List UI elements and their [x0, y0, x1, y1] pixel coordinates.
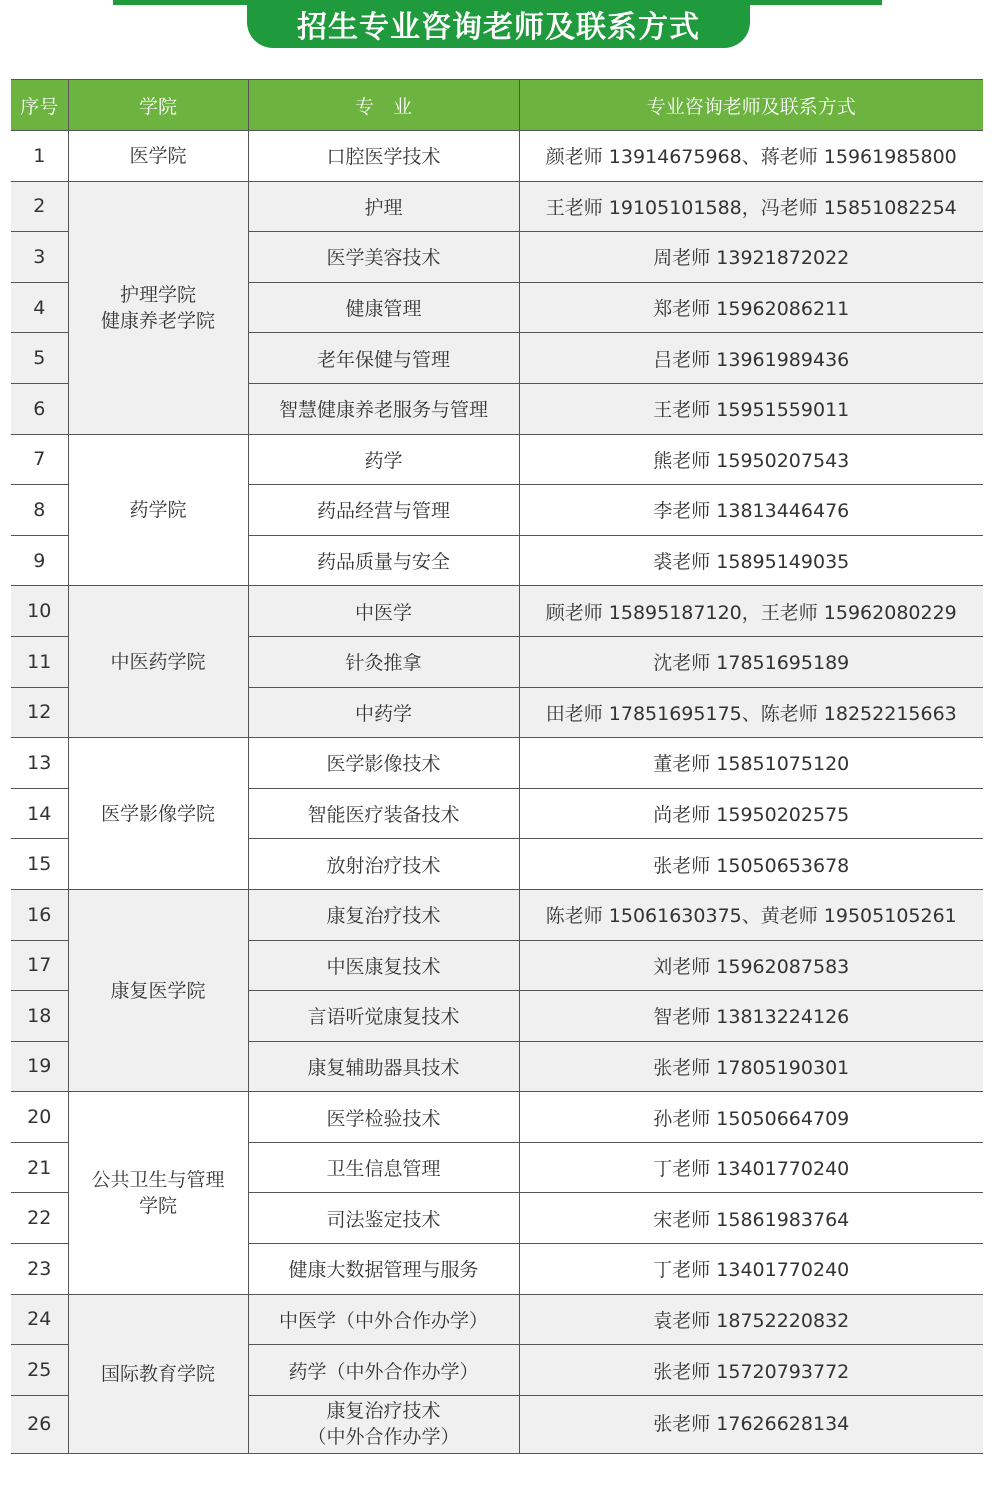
row-index: 9	[11, 535, 68, 586]
contact-info: 王老师 19105101588，冯老师 15851082254	[519, 181, 983, 232]
table-row	[11, 1092, 983, 1143]
row-index: 14	[11, 788, 68, 839]
contact-table	[11, 79, 983, 1454]
major-name: 药品经营与管理	[248, 485, 519, 536]
row-index: 17	[11, 940, 68, 991]
table-row	[11, 131, 983, 182]
row-index: 1	[11, 131, 68, 182]
row-index: 19	[11, 1041, 68, 1092]
contact-info: 宋老师 15861983764	[519, 1193, 983, 1244]
major-name: 口腔医学技术	[248, 131, 519, 182]
row-index: 26	[11, 1395, 68, 1453]
major-name: 健康管理	[248, 282, 519, 333]
row-index: 7	[11, 434, 68, 485]
header-college: 学院	[68, 80, 248, 131]
row-index: 8	[11, 485, 68, 536]
row-index: 6	[11, 383, 68, 434]
major-name: 司法鉴定技术	[248, 1193, 519, 1244]
header-contact: 专业咨询老师及联系方式	[519, 80, 983, 131]
major-name: 康复治疗技术 （中外合作办学）	[248, 1395, 519, 1453]
college-name: 药学院	[68, 434, 248, 586]
row-index: 10	[11, 586, 68, 637]
page-title-banner	[247, 0, 750, 48]
table-row	[11, 738, 983, 789]
page-title: 招生专业咨询老师及联系方式	[297, 10, 700, 45]
header-index: 序号	[11, 80, 68, 131]
contact-info: 刘老师 15962087583	[519, 940, 983, 991]
table-row	[11, 1294, 983, 1345]
row-index: 11	[11, 636, 68, 687]
major-name: 中医学（中外合作办学）	[248, 1294, 519, 1345]
major-name: 药学	[248, 434, 519, 485]
major-name: 卫生信息管理	[248, 1142, 519, 1193]
contact-info: 熊老师 15950207543	[519, 434, 983, 485]
major-name: 医学美容技术	[248, 232, 519, 283]
major-name: 老年保健与管理	[248, 333, 519, 384]
major-name: 中药学	[248, 687, 519, 738]
college-name: 医学影像学院	[68, 738, 248, 890]
major-name: 中医学	[248, 586, 519, 637]
row-index: 13	[11, 738, 68, 789]
table-row	[11, 586, 983, 637]
header-major: 专 业	[248, 80, 519, 131]
row-index: 20	[11, 1092, 68, 1143]
contact-info: 张老师 15720793772	[519, 1345, 983, 1396]
contact-info: 吕老师 13961989436	[519, 333, 983, 384]
contact-info: 张老师 17805190301	[519, 1041, 983, 1092]
college-name: 医学院	[68, 131, 248, 182]
contact-info: 顾老师 15895187120，王老师 15962080229	[519, 586, 983, 637]
major-name: 放射治疗技术	[248, 839, 519, 890]
row-index: 5	[11, 333, 68, 384]
row-index: 12	[11, 687, 68, 738]
row-index: 22	[11, 1193, 68, 1244]
contact-info: 沈老师 17851695189	[519, 636, 983, 687]
table-row	[11, 889, 983, 940]
major-name: 医学影像技术	[248, 738, 519, 789]
major-name: 中医康复技术	[248, 940, 519, 991]
contact-info: 孙老师 15050664709	[519, 1092, 983, 1143]
contact-info: 周老师 13921872022	[519, 232, 983, 283]
major-name: 药学（中外合作办学）	[248, 1345, 519, 1396]
major-name: 言语听觉康复技术	[248, 991, 519, 1042]
major-name: 护理	[248, 181, 519, 232]
contact-info: 王老师 15951559011	[519, 383, 983, 434]
table-row	[11, 434, 983, 485]
contact-info: 裘老师 15895149035	[519, 535, 983, 586]
major-name: 药品质量与安全	[248, 535, 519, 586]
row-index: 16	[11, 889, 68, 940]
contact-info: 董老师 15851075120	[519, 738, 983, 789]
college-name: 国际教育学院	[68, 1294, 248, 1453]
major-name: 针灸推拿	[248, 636, 519, 687]
contact-info: 袁老师 18752220832	[519, 1294, 983, 1345]
row-index: 3	[11, 232, 68, 283]
contact-info: 田老师 17851695175、陈老师 18252215663	[519, 687, 983, 738]
row-index: 25	[11, 1345, 68, 1396]
college-name: 公共卫生与管理 学院	[68, 1092, 248, 1294]
contact-info: 郑老师 15962086211	[519, 282, 983, 333]
contact-info: 李老师 13813446476	[519, 485, 983, 536]
contact-info: 张老师 17626628134	[519, 1395, 983, 1453]
contact-info: 丁老师 13401770240	[519, 1142, 983, 1193]
row-index: 2	[11, 181, 68, 232]
college-name: 康复医学院	[68, 889, 248, 1091]
row-index: 4	[11, 282, 68, 333]
major-name: 智慧健康养老服务与管理	[248, 383, 519, 434]
major-name: 康复辅助器具技术	[248, 1041, 519, 1092]
row-index: 18	[11, 991, 68, 1042]
college-name: 护理学院 健康养老学院	[68, 181, 248, 434]
contact-info: 陈老师 15061630375、黄老师 19505105261	[519, 889, 983, 940]
row-index: 21	[11, 1142, 68, 1193]
row-index: 15	[11, 839, 68, 890]
contact-info: 尚老师 15950202575	[519, 788, 983, 839]
major-name: 康复治疗技术	[248, 889, 519, 940]
contact-info: 颜老师 13914675968、蒋老师 15961985800	[519, 131, 983, 182]
table-row	[11, 181, 983, 232]
row-index: 24	[11, 1294, 68, 1345]
major-name: 医学检验技术	[248, 1092, 519, 1143]
major-name: 智能医疗装备技术	[248, 788, 519, 839]
row-index: 23	[11, 1244, 68, 1295]
major-name: 健康大数据管理与服务	[248, 1244, 519, 1295]
contact-info: 丁老师 13401770240	[519, 1244, 983, 1295]
contact-info: 张老师 15050653678	[519, 839, 983, 890]
table-header-row	[11, 80, 983, 131]
contact-info: 智老师 13813224126	[519, 991, 983, 1042]
table-body	[11, 131, 983, 1454]
college-name: 中医药学院	[68, 586, 248, 738]
